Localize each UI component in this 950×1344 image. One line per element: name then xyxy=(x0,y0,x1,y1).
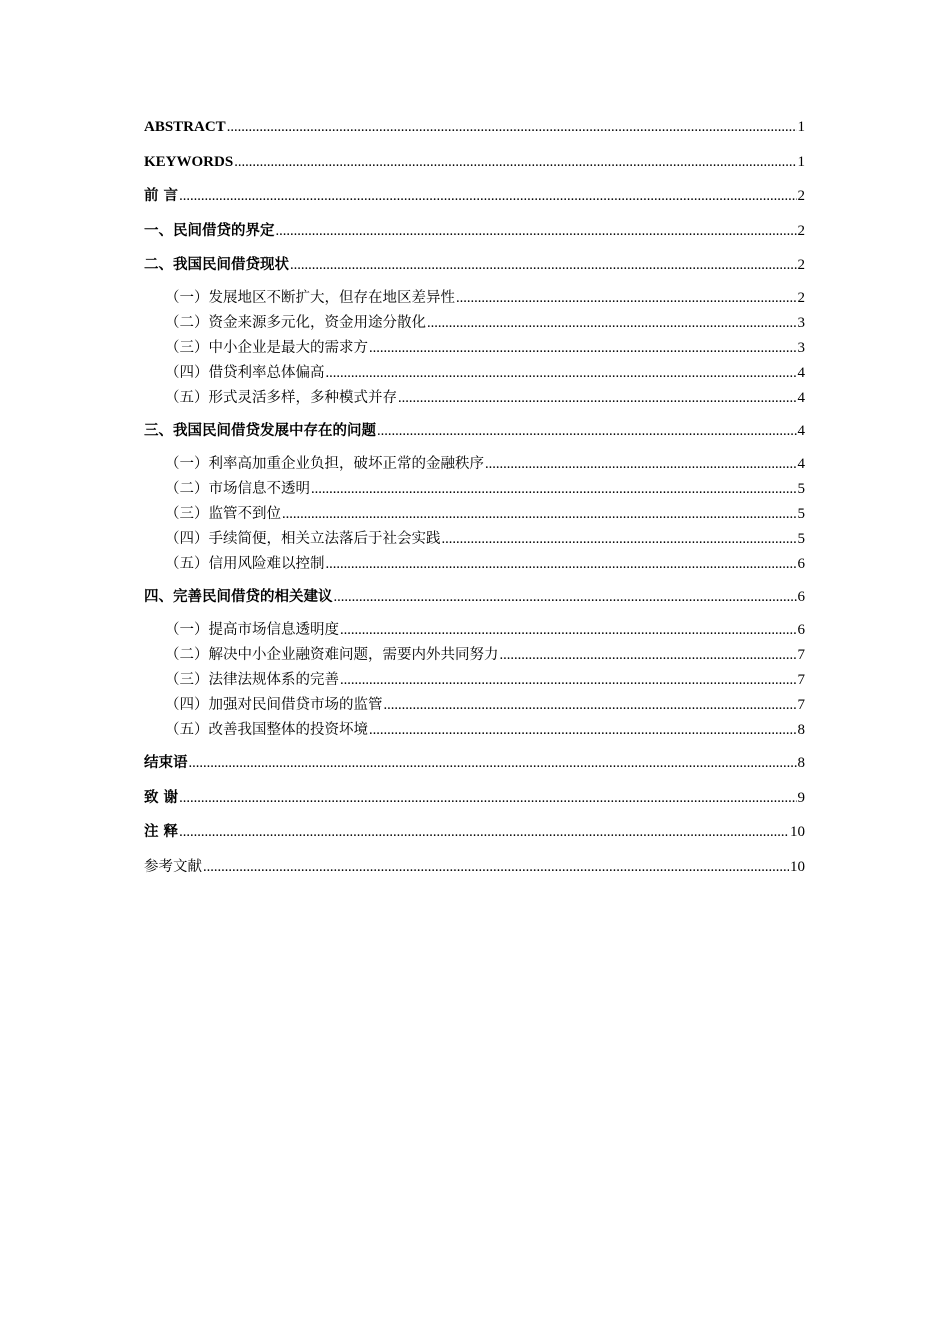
toc-entry-label: （五）形式灵活多样，多种模式并存 xyxy=(165,390,397,406)
toc-entry-acknowledgements[interactable] xyxy=(144,788,805,808)
toc-entry-section-4-3[interactable] xyxy=(144,670,805,690)
toc-entry-label: （三）法律法规体系的完善 xyxy=(165,672,339,688)
toc-entry-chapter-2[interactable] xyxy=(144,255,805,275)
toc-leader-dots xyxy=(189,753,797,773)
toc-entry-section-2-1[interactable] xyxy=(144,288,805,308)
toc-entry-page: 8 xyxy=(797,722,805,738)
toc-entry-references[interactable] xyxy=(144,857,805,877)
toc-leader-dots xyxy=(377,421,797,441)
toc-entry-label: （四）手续简便，相关立法落后于社会实践 xyxy=(165,531,441,547)
toc-entry-section-4-5[interactable] xyxy=(144,720,805,740)
toc-entry-label: （三）中小企业是最大的需求方 xyxy=(165,340,368,356)
toc-leader-dots xyxy=(334,587,797,607)
toc-entry-label: （二）资金来源多元化，资金用途分散化 xyxy=(165,315,426,331)
toc-entry-conclusion[interactable] xyxy=(144,753,805,773)
toc-leader-dots xyxy=(203,857,789,877)
toc-entry-page: 2 xyxy=(797,290,805,306)
toc-leader-dots xyxy=(485,454,797,474)
toc-entry-preface[interactable] xyxy=(144,186,805,206)
toc-entry-page: 1 xyxy=(797,119,805,135)
toc-entry-label: KEYWORDS xyxy=(144,153,234,170)
toc-entry-label: 一、民间借贷的界定 xyxy=(144,221,275,239)
toc-entry-label: 三、我国民间借贷发展中存在的问题 xyxy=(144,422,376,439)
toc-leader-dots xyxy=(276,221,797,241)
toc-entry-chapter-3[interactable] xyxy=(144,421,805,441)
toc-entry-page: 4 xyxy=(797,390,805,406)
toc-entry-section-2-4[interactable] xyxy=(144,363,805,383)
toc-entry-label: （一）利率高加重企业负担，破坏正常的金融秩序 xyxy=(165,456,484,472)
toc-leader-dots xyxy=(369,338,797,358)
toc-entry-label: 注 释 xyxy=(144,823,179,840)
toc-leader-dots xyxy=(282,504,797,524)
toc-leader-dots xyxy=(369,720,797,740)
toc-leader-dots xyxy=(500,645,797,665)
toc-entry-label: ABSTRACT xyxy=(144,119,226,135)
toc-entry-page: 5 xyxy=(797,481,805,497)
toc-entry-section-2-3[interactable] xyxy=(144,338,805,358)
toc-entry-page: 4 xyxy=(797,456,805,472)
toc-entry-label: 二、我国民间借贷现状 xyxy=(144,256,289,273)
toc-entry-page: 5 xyxy=(797,506,805,522)
toc-entry-page: 6 xyxy=(797,589,805,605)
toc-entry-label: 结束语 xyxy=(144,754,188,771)
toc-entry-label: （一）提高市场信息透明度 xyxy=(165,622,339,638)
table-of-contents xyxy=(144,117,805,877)
toc-entry-abstract[interactable] xyxy=(144,117,805,137)
toc-leader-dots xyxy=(456,288,797,308)
toc-entry-chapter-1[interactable] xyxy=(144,221,805,241)
toc-leader-dots xyxy=(234,152,796,172)
toc-entry-section-3-4[interactable] xyxy=(144,529,805,549)
toc-leader-dots xyxy=(290,255,797,275)
toc-entry-section-4-4[interactable] xyxy=(144,695,805,715)
toc-entry-page: 6 xyxy=(797,556,805,572)
toc-entry-label: （一）发展地区不断扩大，但存在地区差异性 xyxy=(165,290,455,306)
toc-entry-page: 9 xyxy=(797,789,805,806)
toc-entry-section-3-1[interactable] xyxy=(144,454,805,474)
toc-entry-section-3-3[interactable] xyxy=(144,504,805,524)
toc-leader-dots xyxy=(179,822,789,842)
toc-entry-chapter-4[interactable] xyxy=(144,587,805,607)
toc-leader-dots xyxy=(442,529,797,549)
toc-entry-page: 7 xyxy=(797,697,805,713)
toc-leader-dots xyxy=(179,186,796,206)
toc-entry-section-2-5[interactable] xyxy=(144,388,805,408)
toc-entry-page: 1 xyxy=(797,153,805,170)
toc-entry-label: （五）信用风险难以控制 xyxy=(165,556,325,572)
toc-entry-page: 5 xyxy=(797,531,805,547)
toc-entry-page: 2 xyxy=(797,188,805,204)
toc-entry-section-4-1[interactable] xyxy=(144,620,805,640)
toc-leader-dots xyxy=(227,117,797,137)
toc-leader-dots xyxy=(179,788,796,808)
toc-entry-label: 四、完善民间借贷的相关建议 xyxy=(144,588,333,605)
toc-entry-section-2-2[interactable] xyxy=(144,313,805,333)
toc-entry-label: 前 言 xyxy=(144,187,179,204)
toc-entry-page: 3 xyxy=(797,340,805,356)
toc-leader-dots xyxy=(326,363,797,383)
toc-leader-dots xyxy=(384,695,797,715)
toc-leader-dots xyxy=(326,554,797,574)
toc-entry-label: 致 谢 xyxy=(144,788,179,806)
toc-entry-page: 6 xyxy=(797,622,805,638)
toc-leader-dots xyxy=(311,479,797,499)
toc-entry-label: （四）借贷利率总体偏高 xyxy=(165,365,325,381)
toc-entry-page: 4 xyxy=(797,365,805,381)
toc-entry-notes[interactable] xyxy=(144,822,805,842)
toc-leader-dots xyxy=(340,620,797,640)
toc-entry-section-3-5[interactable] xyxy=(144,554,805,574)
toc-entry-page: 4 xyxy=(797,423,805,439)
toc-entry-label: 参考文献 xyxy=(144,858,202,875)
toc-entry-label: （三）监管不到位 xyxy=(165,506,281,522)
toc-entry-page: 10 xyxy=(790,858,805,875)
toc-leader-dots xyxy=(340,670,797,690)
toc-entry-page: 3 xyxy=(797,315,805,331)
toc-entry-label: （二）市场信息不透明 xyxy=(165,481,310,497)
toc-entry-keywords[interactable] xyxy=(144,152,805,172)
toc-entry-section-4-2[interactable] xyxy=(144,645,805,665)
toc-entry-page: 8 xyxy=(797,755,805,771)
toc-entry-page: 7 xyxy=(797,647,805,663)
toc-entry-label: （四）加强对民间借贷市场的监管 xyxy=(165,697,383,713)
toc-entry-label: （五）改善我国整体的投资坏境 xyxy=(165,722,368,738)
toc-entry-label: （二）解决中小企业融资难问题，需要内外共同努力 xyxy=(165,647,499,663)
toc-leader-dots xyxy=(398,388,797,408)
toc-entry-page: 7 xyxy=(797,672,805,688)
toc-entry-page: 10 xyxy=(790,824,805,840)
toc-leader-dots xyxy=(427,313,797,333)
toc-entry-page: 2 xyxy=(797,257,805,273)
toc-entry-page: 2 xyxy=(797,222,805,239)
toc-entry-section-3-2[interactable] xyxy=(144,479,805,499)
